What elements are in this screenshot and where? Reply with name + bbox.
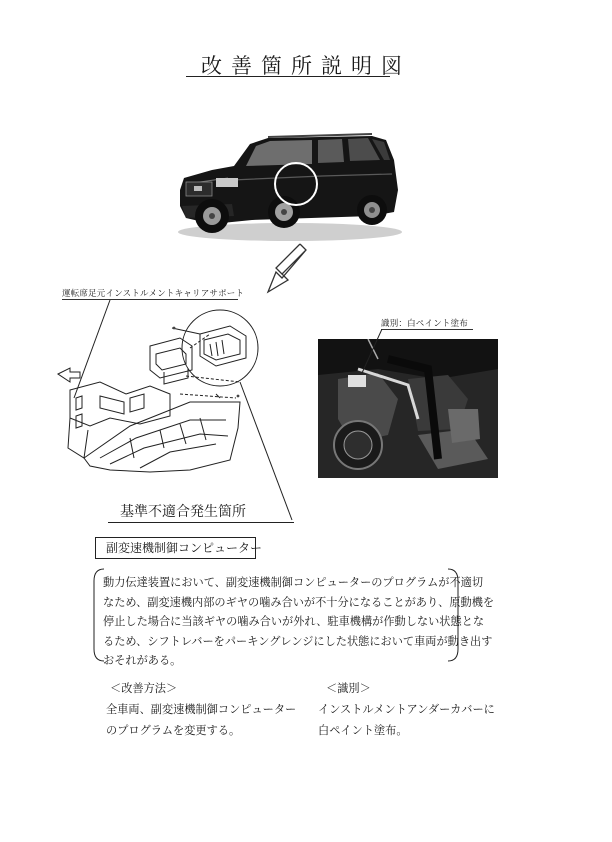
description-line: なため、副変速機内部のギヤの噛み合いが不十分になることがあり、原動機を	[103, 595, 495, 609]
pointer-arrow-icon	[262, 240, 310, 296]
remedy-line: のプログラムを変更する。	[106, 724, 241, 737]
location-underline	[108, 522, 294, 523]
vehicle-illustration	[172, 120, 408, 244]
identification-line: 白ペイント塗布。	[318, 724, 408, 737]
identification-section	[318, 678, 495, 741]
page-title: 改善箇所説明図	[201, 54, 411, 78]
technical-diagram	[40, 298, 300, 530]
photo-callout-underline	[381, 329, 473, 330]
description-line: 動力伝達装置において、副変速機制御コンピューターのプログラムが不適切	[103, 576, 484, 589]
identification-line: インストルメントアンダーカバーに	[318, 703, 495, 716]
description-line: るため、シフトレバーをパーキングレンジにした状態において車両が動き出す	[103, 634, 493, 648]
description-text	[103, 573, 495, 671]
remedy-section	[106, 678, 296, 741]
photo-callout-label: 識別：白ペイント塗布	[381, 319, 469, 329]
title-underline	[186, 76, 390, 77]
identification-heading: ＜識別＞	[326, 682, 371, 695]
photo-leader-line	[350, 329, 390, 379]
component-name-box: 副変速機制御コンピューター	[95, 537, 256, 559]
location-label: 基準不適合発生箇所	[120, 504, 246, 520]
description-line: 停止した場合に当該ギヤの噛み合いが外れ、駐車機構が作動しない状態とな	[103, 615, 485, 628]
under-dash-photo	[318, 339, 498, 478]
remedy-line: 全車両、副変速機制御コンピューター	[106, 703, 297, 716]
remedy-heading: ＜改善方法＞	[110, 682, 178, 695]
diagram-callout-label: 運転席足元インストルメントキャリアサポート	[62, 289, 245, 299]
description-line: おそれがある。	[103, 654, 182, 667]
